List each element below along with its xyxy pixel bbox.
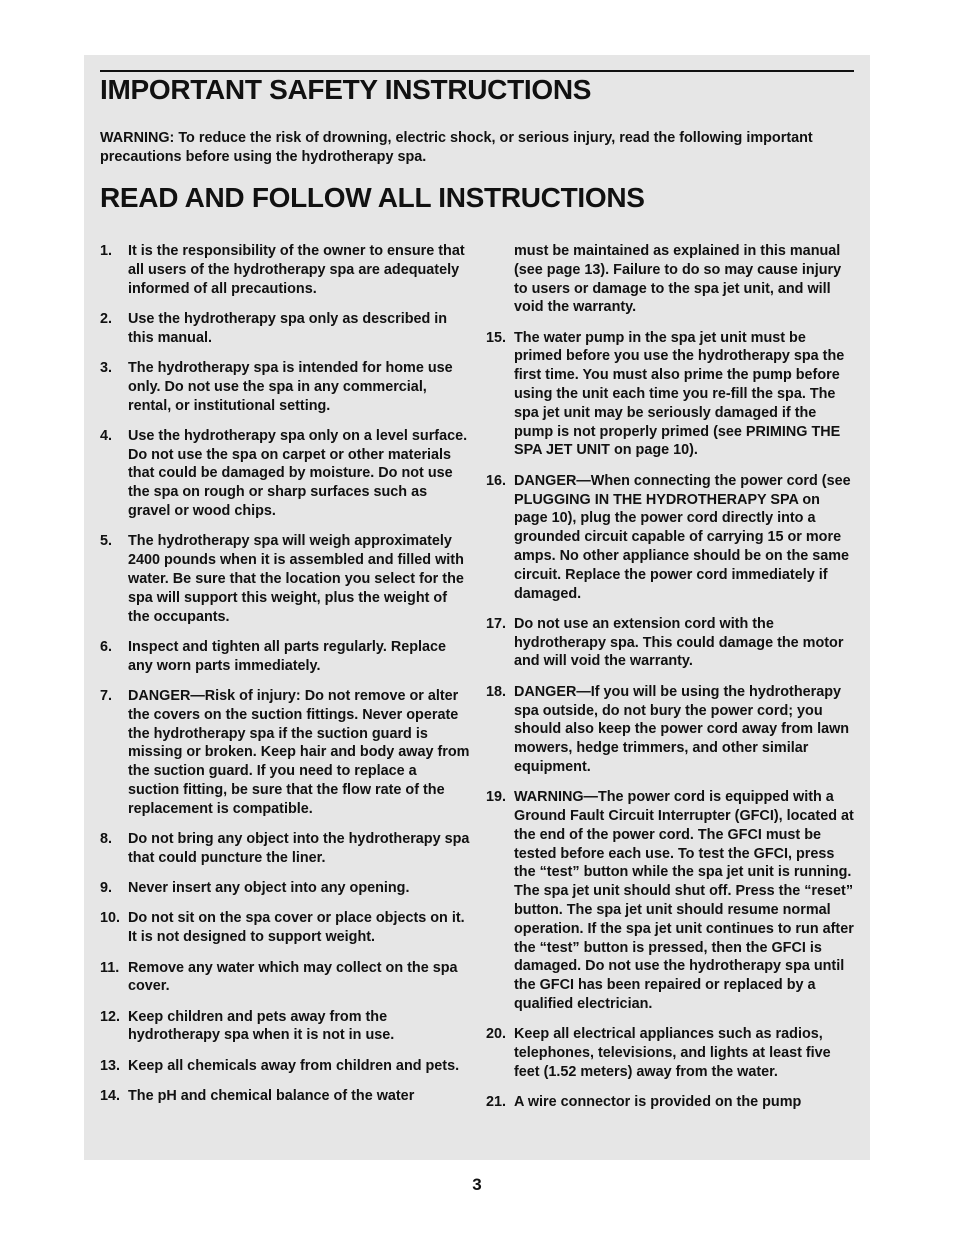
item-number: 9. (100, 880, 113, 897)
list-item (486, 329, 856, 461)
item-number: 8. (100, 831, 113, 848)
item-text: Keep all electrical appliances such as radios, telephones, televisions, and lights at least five feet (1.52 meters) away from the water. (514, 1026, 831, 1080)
list-item (100, 830, 470, 868)
item-number: 15. (486, 329, 507, 346)
list-item (100, 959, 470, 997)
item-text: It is the responsibility of the owner to ensure that all users of the hydrotherapy spa are adequately informed of all precautions. (128, 243, 465, 297)
right-column (486, 242, 856, 1123)
item-text: WARNING—The power cord is equipped with a Ground Fault Circuit Interrupter (GFCI), located at the end of the power cord. The GFCI must be tested before each use. To test the GFCI, press the “test” button while the spa jet unit is running. The spa jet unit should shut off. Press the “reset” button. The spa jet unit should resume normal operation. If the spa jet unit continues to run after the “test” button is pressed, then the GFCI is damaged. Do not use the hydrotherapy spa until the GFCI has been repaired or replaced by a qualified electrician. (514, 789, 854, 1012)
list-item (486, 1093, 856, 1112)
list-item (100, 242, 470, 298)
item-number: 3. (100, 359, 113, 376)
item-text: Keep children and pets away from the hydrotherapy spa when it is not in use. (128, 1008, 395, 1044)
list-item (486, 1025, 856, 1081)
item-number: 14. (100, 1087, 121, 1104)
item-number: 5. (100, 533, 113, 550)
item-text: The hydrotherapy spa will weigh approximately 2400 pounds when it is assembled and filled with water. Be sure that the location you select for the spa will support this weight, plus the weight of the occupants. (128, 533, 464, 625)
item-number: 1. (100, 243, 113, 259)
item-text: The water pump in the spa jet unit must be primed before you use the hydrotherapy spa the first time. You must also prime the pump before using the unit each time you re-fill the spa. The spa jet unit may be seriously damaged if the pump is not properly primed (see PRIMING THE SPA JET UNIT on page 10). (514, 329, 845, 459)
top-rule (100, 70, 854, 72)
list-item (100, 1087, 470, 1106)
item-number: 2. (100, 310, 113, 327)
list-item (100, 638, 470, 676)
list-item (100, 1057, 470, 1076)
item-number: 21. (486, 1094, 507, 1111)
item-text: DANGER—If you will be using the hydrotherapy spa outside, do not bury the power cord; you should also keep the power cord away from lawn mowers, hedge trimmers, and other similar equipment. (514, 683, 850, 775)
page-number: 3 (472, 1175, 482, 1194)
item-text: DANGER—Risk of injury: Do not remove or alter the covers on the suction fittings. Never operate the hydrotherapy spa if the suction guard is missing or broken. Keep hair and body away from the suction guard. If you need to replace a suction fitting, be sure that the flow rate of the replacement is compatible. (128, 687, 470, 817)
list-item (486, 615, 856, 671)
item-number: 4. (100, 427, 113, 444)
item-text: DANGER—When connecting the power cord (see PLUGGING IN THE HYDROTHERAPY SPA on page 10), plug the power cord directly into a grounded circuit capable of carrying 15 or more amps. No other appliance should be on the same circuit. Replace the power cord immediately if damaged. (514, 472, 851, 602)
item-text: Use the hydrotherapy spa only on a level surface. Do not use the spa on carpet or other materials that could be damaged by moisture. Do not use the spa on rough or sharp surfaces such as gravel or wood chips. (128, 427, 468, 520)
item-number: 10. (100, 910, 121, 927)
list-item (486, 788, 856, 1014)
warning-text: WARNING: To reduce the risk of drowning, electric shock, or serious injury, read the following important precautions before using the hydrotherapy spa. (100, 130, 813, 165)
list-item (100, 1008, 470, 1046)
item-text: Do not sit on the spa cover or place objects on it. It is not designed to support weight. (128, 910, 465, 946)
list-item (100, 359, 470, 415)
item-14-continuation: must be maintained as explained in this manual (see page 13). Failure to do so may cause injury to users or damage to the spa jet unit, and will void the warranty. (514, 243, 842, 316)
item-text: Use the hydrotherapy spa only as described in this manual. (128, 310, 448, 346)
list-item (486, 683, 856, 777)
item-number: 13. (100, 1057, 121, 1074)
list-item (100, 310, 470, 348)
item-text: Keep all chemicals away from children and pets. (128, 1057, 460, 1074)
item-text: Remove any water which may collect on the spa cover. (128, 959, 458, 995)
list-item (100, 909, 470, 947)
item-text: The pH and chemical balance of the water (128, 1087, 415, 1104)
item-number: 12. (100, 1008, 121, 1025)
item-text: Never insert any object into any opening. (128, 880, 410, 897)
list-item (100, 427, 470, 521)
item-text: A wire connector is provided on the pump (514, 1094, 802, 1111)
item-number: 18. (486, 683, 507, 700)
item-number: 6. (100, 638, 113, 655)
item-text: Do not use an extension cord with the hydrotherapy spa. This could damage the motor and will void the warranty. (514, 615, 844, 670)
list-item (100, 687, 470, 819)
item-number: 7. (100, 687, 113, 704)
item-number: 17. (486, 615, 507, 632)
list-item (100, 532, 470, 626)
item-number: 20. (486, 1026, 507, 1043)
list-item (100, 879, 470, 898)
page-title: IMPORTANT SAFETY INSTRUCTIONS (100, 74, 592, 105)
section-subtitle: READ AND FOLLOW ALL INSTRUCTIONS (100, 182, 645, 213)
item-text: The hydrotherapy spa is intended for home use only. Do not use the spa in any commercial, rental, or institutional setting. (128, 359, 453, 414)
item-text: Inspect and tighten all parts regularly. Replace any worn parts immediately. (128, 638, 447, 674)
item-text: Do not bring any object into the hydrotherapy spa that could puncture the liner. (128, 831, 470, 866)
item-number: 19. (486, 789, 507, 806)
list-item (486, 472, 856, 604)
left-column (100, 242, 470, 1117)
item-number: 16. (486, 472, 507, 489)
item-number: 11. (100, 959, 120, 976)
